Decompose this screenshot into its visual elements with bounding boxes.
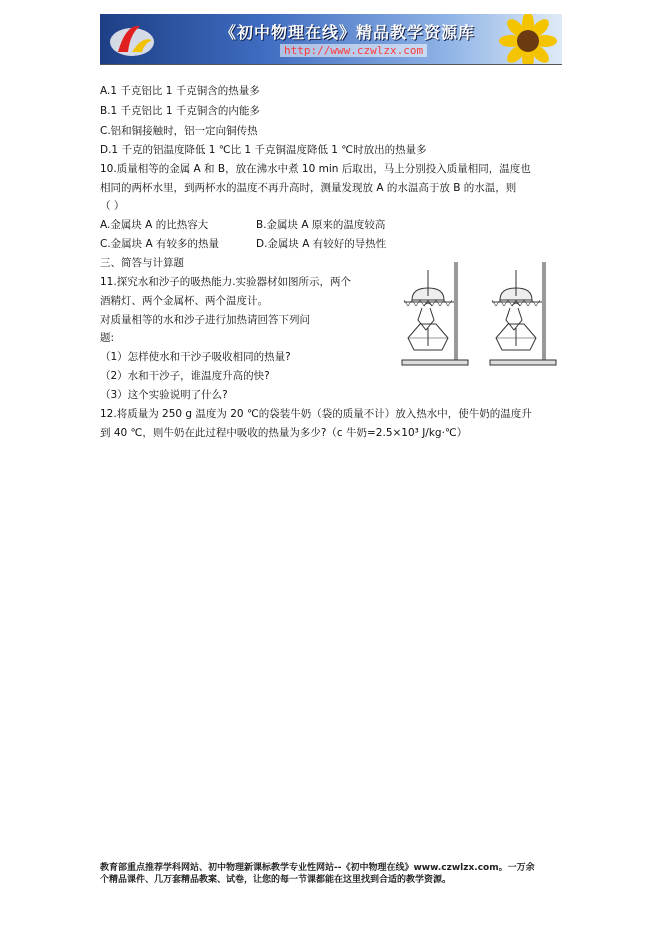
- section-heading: 三、简答与计算题: [100, 257, 184, 269]
- q10-option-c: C.金属块 A 有较多的热量: [100, 238, 220, 250]
- q11-text-line: 对质量相等的水和沙子进行加热请回答下列问: [100, 314, 310, 326]
- q9-option-c: C.铝和铜接触时，铝一定向铜传热: [100, 125, 258, 137]
- banner-title: 《初中物理在线》精品教学资源库: [220, 23, 476, 42]
- q9-option-a: A.1 千克铝比 1 千克铜含的热量多: [100, 85, 260, 97]
- header-banner: [100, 14, 562, 65]
- q10-text-line: 相同的两杯水里，到两杯水的温度不再升高时，测量发现放 A 的水温高于放 B 的水温，则: [100, 182, 517, 194]
- q9-option-d: D.1 千克的铝温度降低 1 ℃比 1 千克铜温度降低 1 ℃时放出的热量多: [100, 144, 427, 156]
- q12-text-line: 12.将质量为 250 g 温度为 20 ℃的袋装牛奶（袋的质量不计）放入热水中，使牛奶的温度升: [100, 408, 532, 420]
- footer-line: 教育部重点推荐学科网站、初中物理新课标教学专业性网站--《初中物理在线》www.czwlzx.com。一万余: [100, 863, 535, 873]
- q11-text-line: 酒精灯、两个金属杯、两个温度计。: [100, 295, 268, 307]
- q9-option-b: B.1 千克铝比 1 千克铜含的内能多: [100, 105, 260, 117]
- apparatus-left: [402, 262, 468, 365]
- banner-url[interactable]: http://www.czwlzx.com: [280, 44, 427, 57]
- experiment-apparatus-figure: [398, 260, 560, 370]
- q11-text-line: 11.探究水和沙子的吸热能力.实验器材如图所示，两个: [100, 276, 352, 288]
- q10-text-line: 10.质量相等的金属 A 和 B，放在沸水中煮 10 min 后取出，马上分别投入质量相同，温度也: [100, 163, 531, 175]
- q10-option-a: A.金属块 A 的比热容大: [100, 219, 209, 231]
- q12-text-line: 到 40 ℃，则牛奶在此过程中吸收的热量为多少?（c 牛奶=2.5×10³ J/kg·℃）: [100, 427, 468, 439]
- q10-answer-blank: （ ）: [100, 200, 125, 212]
- apparatus-right: [490, 262, 556, 365]
- q10-option-d: D.金属块 A 有较好的导热性: [256, 238, 387, 250]
- q11-subquestion: （2）水和干沙子，谁温度升高的快?: [100, 370, 270, 382]
- footer-line: 个精品课件、几万套精品教案、试卷，让您的每一节课都能在这里找到合适的教学资源。: [100, 875, 452, 885]
- q11-subquestion: （1）怎样使水和干沙子吸收相同的热量?: [100, 351, 291, 363]
- q11-subquestion: （3）这个实验说明了什么?: [100, 389, 228, 401]
- q10-option-b: B.金属块 A 原来的温度较高: [256, 219, 386, 231]
- sunflower-icon: [488, 14, 558, 64]
- q11-text-line: 题:: [100, 332, 115, 344]
- site-logo-icon: [106, 18, 158, 60]
- page-footer: [100, 862, 562, 886]
